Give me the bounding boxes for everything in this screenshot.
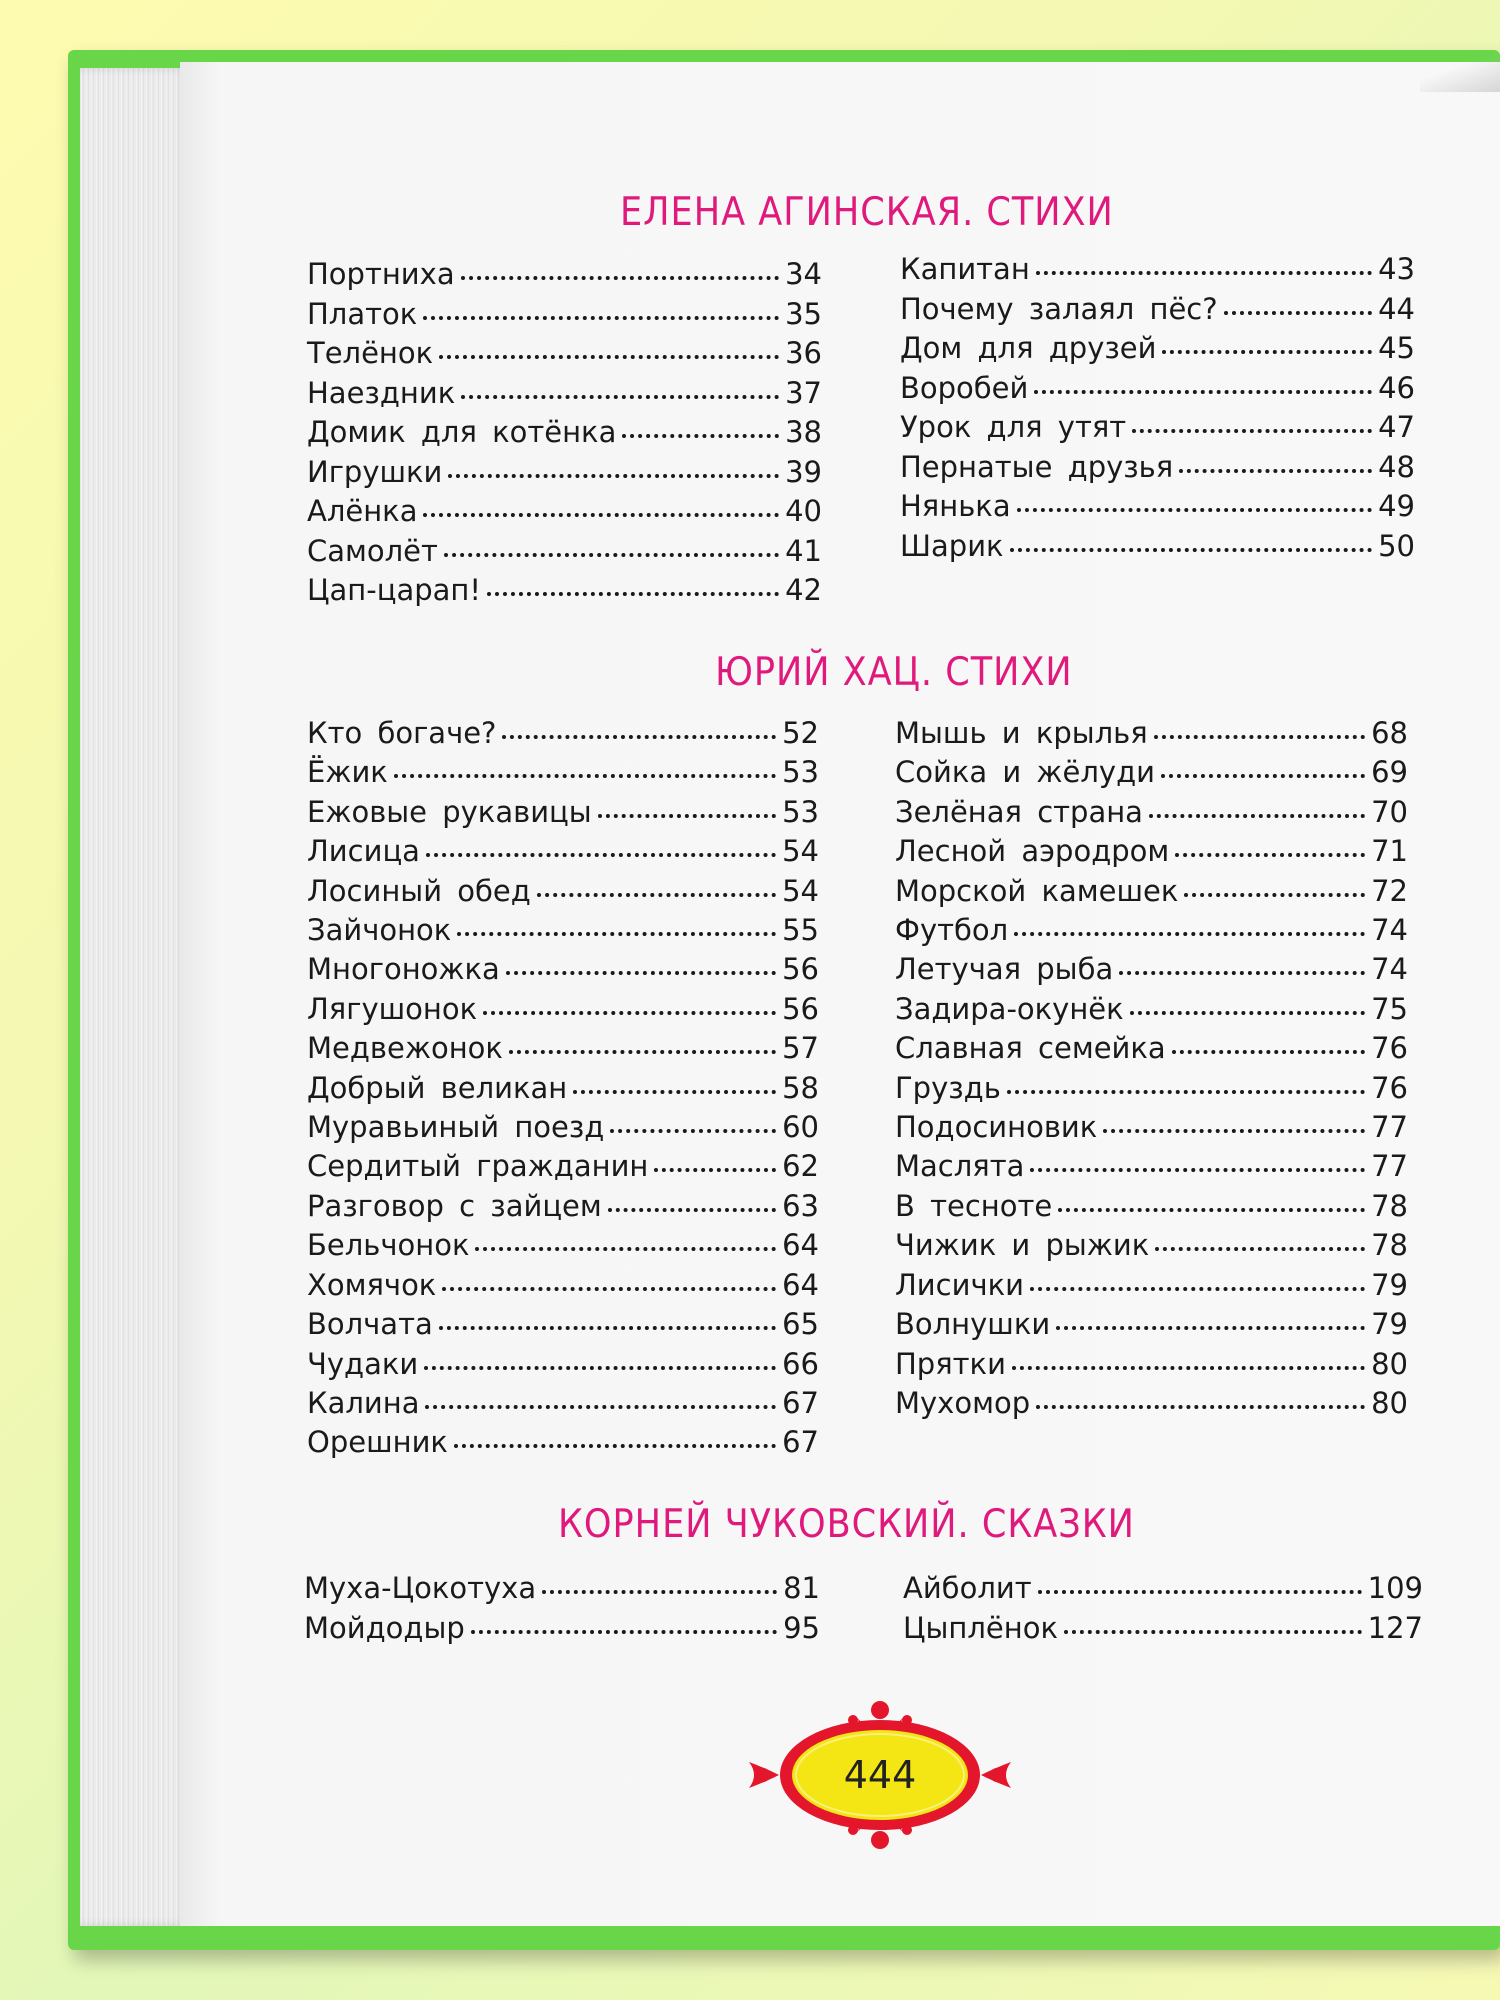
dot-leader [423, 513, 779, 517]
dot-leader [461, 395, 779, 399]
toc-column-right [900, 250, 1415, 566]
toc-entry-title: Капитан [900, 252, 1030, 286]
dot-leader [1179, 469, 1372, 473]
toc-entry-title: Воробей [900, 370, 1029, 405]
toc-entry-title: Почему залаял пёс? [900, 291, 1218, 326]
toc-entry-page: 47 [1378, 410, 1415, 444]
toc-entry-title: Сойка и жёлуди [895, 755, 1155, 790]
toc-entry-title: Груздь [895, 1070, 1001, 1105]
dot-leader [622, 434, 779, 438]
toc-entry-page: 42 [785, 573, 822, 607]
toc-entry [895, 1069, 1408, 1108]
toc-entry-title: Морской камешек [895, 873, 1179, 908]
toc-entry [900, 448, 1415, 488]
toc-entry-title: Лосиный обед [307, 873, 531, 908]
page-edges [80, 68, 190, 1926]
toc-entry [900, 290, 1415, 330]
toc-entry-title: Прятки [895, 1346, 1006, 1381]
toc-entry [895, 714, 1408, 753]
toc-entry-page: 40 [785, 494, 822, 528]
dot-leader [1036, 271, 1372, 275]
dot-leader [598, 814, 776, 818]
dot-leader [454, 1444, 776, 1448]
toc-entry-page: 67 [782, 1425, 819, 1460]
dot-leader [1132, 429, 1372, 433]
toc-entry-title: В тесноте [895, 1188, 1053, 1223]
dot-leader [1162, 350, 1372, 354]
dot-leader [1119, 971, 1365, 975]
toc-entry-title: Лягушонок [307, 991, 478, 1026]
toc-entry-page: 54 [782, 873, 819, 908]
toc-entry [903, 1608, 1423, 1648]
toc-entry-title: Лисички [895, 1267, 1024, 1302]
toc-entry [307, 374, 822, 414]
toc-entry [307, 1266, 819, 1305]
toc-entry-title: Муравьиный поезд [307, 1110, 605, 1145]
toc-entry-title: Подосиновик [895, 1110, 1098, 1145]
toc-entry [895, 872, 1408, 911]
toc-entry [895, 1305, 1408, 1344]
toc-entry-title: Славная семейка [895, 1031, 1166, 1066]
dot-leader [442, 1287, 776, 1291]
dot-leader [502, 735, 776, 739]
toc-entry-page: 53 [782, 794, 819, 829]
toc-entry [307, 990, 819, 1029]
page-number-badge [745, 1700, 1015, 1850]
toc-entry-title: Телёнок [307, 336, 434, 370]
toc-entry [307, 793, 819, 832]
dot-leader [1010, 548, 1373, 552]
toc-entry-page: 127 [1367, 1611, 1423, 1645]
toc-entry [895, 793, 1408, 832]
toc-entry-page: 44 [1378, 291, 1415, 326]
toc-entry-title: Чижик и рыжик [895, 1228, 1150, 1263]
section-title: ЮРИЙ ХАЦ. СТИХИ [715, 650, 1073, 695]
toc-column-left [307, 714, 819, 1463]
dot-leader [1155, 1247, 1365, 1251]
toc-entry-title: Орешник [307, 1425, 448, 1460]
toc-entry-title: Наездник [307, 375, 456, 410]
toc-entry-page: 78 [1371, 1188, 1408, 1223]
toc-entry-title: Зайчонок [307, 913, 452, 948]
toc-entry-page: 72 [1371, 873, 1408, 908]
toc-entry-title: Маслята [895, 1149, 1025, 1184]
dot-leader [1172, 1050, 1365, 1054]
toc-entry-title: Летучая рыба [895, 952, 1114, 987]
toc-entry [895, 753, 1408, 792]
dot-leader [461, 276, 780, 280]
dot-leader [1103, 1129, 1365, 1133]
toc-entry-title: Ёжик [307, 755, 388, 790]
toc-entry-title: Алёнка [307, 494, 418, 528]
toc-entry-title: Домик для котёнка [307, 415, 617, 449]
toc-entry [307, 753, 819, 792]
toc-entry-title: Айболит [903, 1571, 1032, 1605]
toc-entry-title: Портниха [307, 257, 455, 291]
toc-entry-title: Мухомор [895, 1385, 1031, 1420]
toc-entry-title: Дом для друзей [900, 331, 1157, 365]
toc-entry-page: 39 [785, 454, 822, 489]
toc-entry-page: 53 [782, 755, 819, 790]
toc-entry [304, 1608, 820, 1648]
toc-entry-page: 56 [782, 991, 819, 1026]
dot-leader [1030, 1287, 1365, 1291]
dot-leader [1012, 1366, 1365, 1370]
toc-entry-title: Волчата [307, 1307, 433, 1342]
toc-entry-title: Пернатые друзья [900, 449, 1174, 484]
dot-leader [457, 932, 776, 936]
toc-entry [895, 1384, 1408, 1423]
dot-leader [444, 553, 779, 557]
toc-entry-title: Бельчонок [307, 1228, 470, 1263]
toc-entry-page: 35 [785, 296, 822, 331]
toc-entry-title: Добрый великан [307, 1070, 568, 1105]
toc-entry [307, 1305, 819, 1344]
dot-leader [483, 1011, 776, 1015]
toc-column-right [903, 1568, 1423, 1648]
toc-entry [307, 950, 819, 989]
toc-entry-title: Урок для утят [900, 410, 1127, 444]
toc-entry [895, 990, 1408, 1029]
toc-entry [895, 1266, 1408, 1305]
toc-entry-page: 75 [1371, 991, 1408, 1026]
toc-entry [307, 911, 819, 950]
dot-leader [1184, 893, 1365, 897]
toc-entry-title: Многоножка [307, 952, 500, 987]
toc-entry-title: Чудаки [307, 1346, 419, 1381]
toc-entry-page: 79 [1371, 1267, 1408, 1302]
dot-leader [608, 1208, 776, 1212]
toc-entry [900, 408, 1415, 448]
toc-entry-page: 56 [782, 952, 819, 987]
toc-entry-title: Лесной аэродром [895, 834, 1170, 869]
toc-entry-page: 64 [782, 1267, 819, 1302]
toc-entry [895, 950, 1408, 989]
toc-entry-page: 67 [782, 1385, 819, 1420]
toc-entry-page: 55 [782, 913, 819, 948]
toc-entry-page: 70 [1371, 794, 1408, 829]
dot-leader [1064, 1630, 1362, 1634]
toc-column-left [307, 255, 822, 611]
toc-entry-title: Футбол [895, 913, 1009, 948]
toc-entry [307, 872, 819, 911]
dot-leader [487, 592, 779, 596]
toc-entry-page: 48 [1378, 449, 1415, 484]
dot-leader [506, 971, 776, 975]
toc-entry-title: Цыплёнок [903, 1611, 1058, 1645]
toc-entry-page: 95 [783, 1611, 820, 1645]
dot-leader [448, 474, 779, 478]
toc-entry-page: 37 [785, 375, 822, 410]
toc-entry [900, 369, 1415, 409]
toc-entry-page: 74 [1371, 952, 1408, 987]
toc-entry-page: 64 [782, 1228, 819, 1263]
dot-leader [1007, 1090, 1365, 1094]
dot-leader [1224, 311, 1372, 315]
toc-entry-page: 80 [1371, 1385, 1408, 1420]
toc-entry-title: Нянька [900, 489, 1011, 523]
dot-leader [475, 1247, 776, 1251]
toc-entry-title: Шарик [900, 528, 1004, 563]
toc-entry [307, 334, 822, 374]
dot-leader [424, 1366, 776, 1370]
dot-leader [542, 1590, 777, 1594]
toc-entry [307, 1069, 819, 1108]
toc-entry-page: 52 [782, 716, 819, 750]
toc-entry-page: 66 [782, 1346, 819, 1381]
toc-entry-title: Задира-окунёк [895, 991, 1124, 1026]
toc-entry-page: 49 [1378, 489, 1415, 523]
toc-entry-page: 76 [1371, 1031, 1408, 1066]
toc-entry [307, 492, 822, 532]
toc-entry-page: 81 [783, 1571, 820, 1605]
toc-entry [895, 1345, 1408, 1384]
section-title: КОРНЕЙ ЧУКОВСКИЙ. СКАЗКИ [558, 1502, 1135, 1547]
toc-entry-page: 58 [782, 1070, 819, 1105]
toc-entry-page: 68 [1371, 716, 1408, 750]
toc-entry-title: Мойдодыр [304, 1611, 465, 1645]
toc-entry-title: Калина [307, 1385, 420, 1420]
toc-entry-page: 77 [1371, 1149, 1408, 1184]
toc-entry-page: 38 [785, 415, 822, 449]
toc-entry [307, 832, 819, 871]
toc-entry [307, 413, 822, 453]
dot-leader [439, 1326, 776, 1330]
toc-entry-title: Разговор с зайцем [307, 1188, 602, 1223]
dot-leader [1149, 814, 1365, 818]
toc-entry-page: 80 [1371, 1346, 1408, 1381]
toc-entry [903, 1568, 1423, 1608]
toc-entry [895, 832, 1408, 871]
dot-leader [1030, 1168, 1365, 1172]
toc-entry [307, 714, 819, 753]
toc-entry [895, 1226, 1408, 1265]
toc-entry-title: Самолёт [307, 533, 438, 568]
toc-entry [900, 527, 1415, 567]
toc-entry-page: 36 [785, 336, 822, 370]
toc-entry [900, 329, 1415, 369]
toc-entry [895, 1187, 1408, 1226]
toc-entry-page: 76 [1371, 1070, 1408, 1105]
toc-entry [307, 453, 822, 493]
toc-entry-page: 60 [782, 1110, 819, 1145]
toc-entry-page: 57 [782, 1031, 819, 1066]
toc-entry-page: 43 [1378, 252, 1415, 286]
page-corner [1420, 52, 1500, 92]
toc-entry [307, 1384, 819, 1423]
toc-entry-page: 77 [1371, 1110, 1408, 1145]
toc-entry [307, 1345, 819, 1384]
dot-leader [1056, 1326, 1365, 1330]
dot-leader [573, 1090, 776, 1094]
dot-leader [1017, 508, 1373, 512]
dot-leader [1154, 735, 1365, 739]
dot-leader [654, 1168, 776, 1172]
dot-leader [1038, 1590, 1362, 1594]
toc-entry [304, 1568, 820, 1608]
toc-entry-title: Лисица [307, 834, 420, 869]
dot-leader [1014, 932, 1365, 936]
dot-leader [509, 1050, 776, 1054]
toc-entry [307, 255, 822, 295]
toc-entry-page: 41 [785, 533, 822, 568]
toc-entry-page: 74 [1371, 913, 1408, 948]
toc-entry-page: 45 [1378, 331, 1415, 365]
toc-entry-title: Цап-царап! [307, 573, 481, 607]
toc-entry-page: 78 [1371, 1228, 1408, 1263]
section-title: ЕЛЕНА АГИНСКАЯ. СТИХИ [620, 190, 1114, 235]
toc-entry-title: Волнушки [895, 1307, 1051, 1342]
dot-leader [426, 853, 776, 857]
toc-entry [900, 487, 1415, 527]
dot-leader [1161, 774, 1365, 778]
toc-entry-page: 63 [782, 1188, 819, 1223]
toc-entry [307, 1147, 819, 1186]
toc-entry-page: 71 [1371, 834, 1408, 869]
toc-entry [307, 1423, 819, 1462]
toc-entry-title: Медвежонок [307, 1031, 503, 1066]
toc-entry [900, 250, 1415, 290]
toc-entry [307, 1187, 819, 1226]
toc-entry [895, 1147, 1408, 1186]
toc-column-right [895, 714, 1408, 1423]
toc-entry-title: Игрушки [307, 454, 443, 489]
toc-entry [895, 1108, 1408, 1147]
toc-entry-title: Хомячок [307, 1267, 437, 1302]
dot-leader [423, 316, 779, 320]
toc-entry-page: 79 [1371, 1307, 1408, 1342]
toc-entry-page: 69 [1371, 755, 1408, 790]
dot-leader [537, 893, 776, 897]
toc-entry-title: Мышь и крылья [895, 716, 1148, 750]
toc-entry-page: 109 [1367, 1571, 1423, 1605]
toc-entry-page: 46 [1378, 370, 1415, 405]
toc-column-left [304, 1568, 820, 1648]
dot-leader [439, 355, 779, 359]
toc-entry-title: Муха-Цокотуха [304, 1571, 537, 1605]
toc-entry-title: Ежовые рукавицы [307, 794, 592, 829]
toc-entry-page: 50 [1378, 528, 1415, 563]
dot-leader [1130, 1011, 1365, 1015]
page-number: 444 [843, 1753, 917, 1797]
toc-entry-page: 65 [782, 1307, 819, 1342]
toc-entry [307, 1029, 819, 1068]
toc-entry [307, 571, 822, 611]
toc-entry [307, 1226, 819, 1265]
dot-leader [610, 1129, 776, 1133]
toc-entry-title: Зелёная страна [895, 794, 1143, 829]
toc-entry [307, 295, 822, 335]
dot-leader [1175, 853, 1365, 857]
toc-entry-title: Платок [307, 296, 418, 331]
dot-leader [1036, 1405, 1365, 1409]
dot-leader [1058, 1208, 1365, 1212]
dot-leader [471, 1630, 777, 1634]
toc-entry [307, 532, 822, 572]
toc-entry [895, 911, 1408, 950]
dot-leader [425, 1405, 776, 1409]
toc-entry-page: 34 [785, 257, 822, 291]
toc-entry-title: Сердитый гражданин [307, 1149, 649, 1184]
toc-entry [895, 1029, 1408, 1068]
toc-entry-page: 54 [782, 834, 819, 869]
dot-leader [394, 774, 776, 778]
toc-entry-page: 62 [782, 1149, 819, 1184]
dot-leader [1034, 390, 1372, 394]
toc-entry-title: Кто богаче? [307, 716, 497, 750]
toc-entry [307, 1108, 819, 1147]
